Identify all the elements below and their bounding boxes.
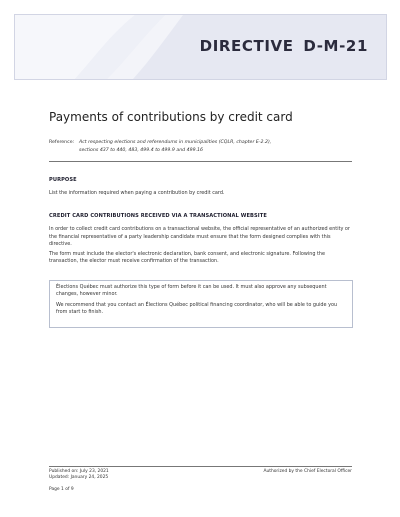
reference-label: Reference: <box>49 140 75 145</box>
reference-line-1: Act respecting elections and referendums in municipalities (CQLR, chapter E-2.2), <box>79 140 272 145</box>
directive-label: DIRECTIVE <box>199 37 294 55</box>
top-divider <box>49 161 352 162</box>
reference-line-2: sections 437 to 440, 483, 499.4 to 499.9 and 499.16 <box>79 147 204 153</box>
directive-code: D-M-21 <box>303 37 368 55</box>
authorization-note <box>49 280 353 328</box>
authorized-by: Authorized by the Chief Electoral Officer <box>263 469 352 474</box>
directive-heading <box>200 37 368 55</box>
transactional-section <box>49 213 353 269</box>
transactional-paragraph-1: In order to collect credit card contributions on a transactional website, the official representative of an authorized entity or the financial representative of a party leadership candidate must ensure that the form designed complies with this directive. <box>49 226 350 247</box>
reference-text <box>79 139 351 154</box>
note-paragraph-2: We recommend that you contact an Élections Québec political financing coordinator, who will be able to guide you from start to finish. <box>56 301 338 315</box>
footer-divider <box>49 466 352 467</box>
purpose-section <box>49 177 353 201</box>
transactional-heading: CREDIT CARD CONTRIBUTIONS RECEIVED VIA A TRANSACTIONAL WEBSITE <box>49 213 267 219</box>
note-paragraph-1: Élections Québec must authorize this type of form before it can be used. It must also approve any subsequent changes, however minor. <box>56 284 327 298</box>
page-number: Page 1 of 9 <box>49 487 74 492</box>
document-title: Payments of contributions by credit card <box>49 110 293 124</box>
updated-date: Updated: January 24, 2025 <box>49 475 109 480</box>
publication-dates <box>49 469 109 481</box>
published-date: Published on: July 23, 2021 <box>49 469 109 474</box>
purpose-text: List the information required when paying a contribution by credit card. <box>49 190 225 197</box>
reference-block <box>49 139 354 154</box>
header-banner <box>14 14 387 80</box>
purpose-heading: PURPOSE <box>49 177 77 183</box>
transactional-paragraph-2: The form must include the elector's electronic declaration, bank consent, and electronic signature. Following the transaction, the elector must receive confirmation of the transaction. <box>49 251 326 265</box>
